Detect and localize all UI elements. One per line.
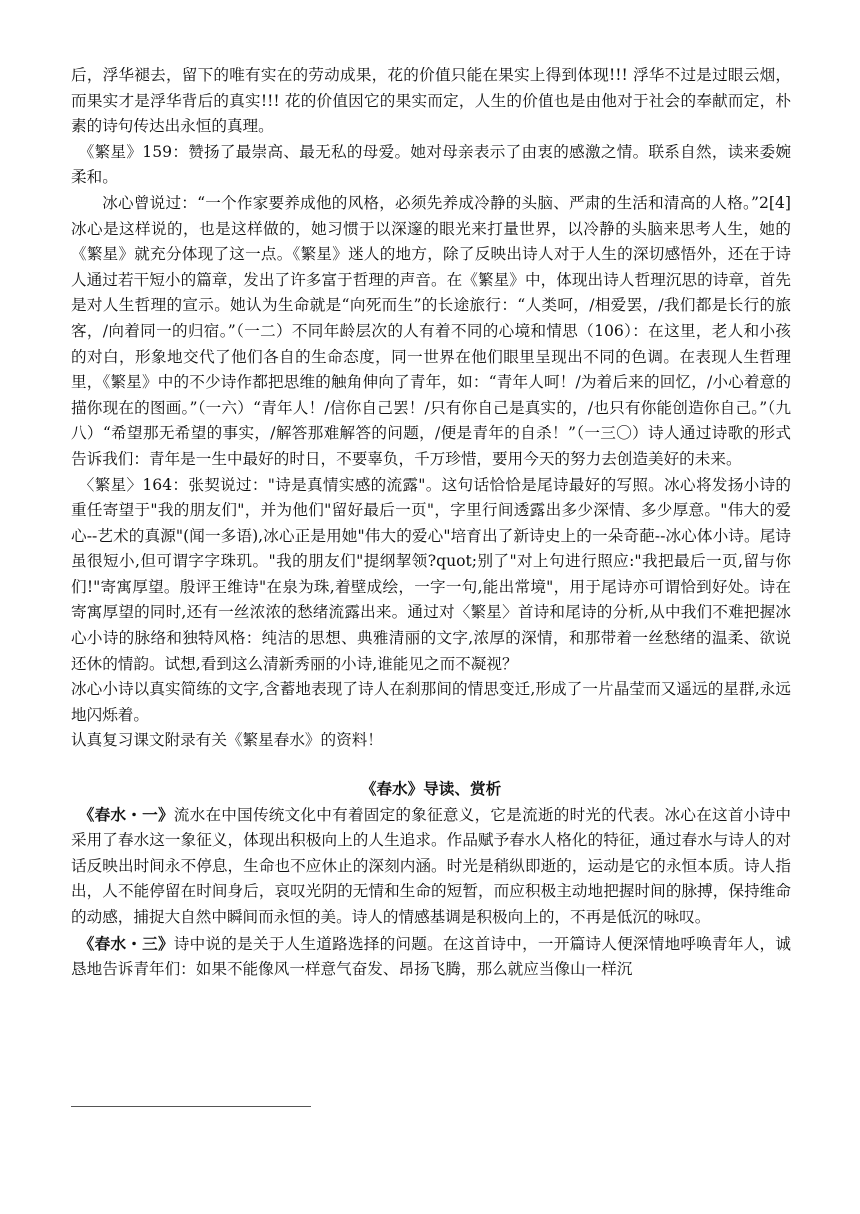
paragraph-fanxing-159: 《繁星》159：赞扬了最崇高、最无私的母爱。她对母亲表示了由衷的感激之情。联系自然，读来委婉柔和。 [71, 142, 791, 187]
paragraph-bingxin-quote: 冰心曾说过：“一个作家要养成他的风格，必须先养成冷静的头脑、严肃的生活和清高的人格。”2[4]冰心是这样说的，也是这样做的，她习惯于以深邃的眼光来打量世界，以冷静的头脑来思考人生，她的《繁星》就充分体现了这一点。《繁星》迷人的地方，除了反映出诗人对于人生的深切感悟外，还在于诗人通过若干短小的篇章，发出了许多富于哲理的声音。在《繁星》中，体现出诗人哲理沉思的诗章，首先是对人生哲理的宣示。她认为生命就是“向死而生”的长途旅行：“人类呵，/相爱罢，/我们都是长行的旅客，/向着同一的归宿。”（一二）不同年龄层次的人有着不同的心境和情思（106）：在这里，老人和小孩的对白，形象地交代了他们各自的生命态度，同一世界在他们眼里呈现出不同的色调。在表现人生哲理里，《繁星》中的不少诗作都把思维的触角伸向了青年，如：“青年人呵！/为着后来的回忆，/小心着意的描你现在的图画。”（一六）“青年人！/信你自己罢！/只有你自己是真实的，/也只有你能创造你自己。”（九八）“希望那无希望的事实，/解答那难解答的问题，/便是青年的自杀！”（一三〇）诗人通过诗歌的形式告诉我们：青年是一生中最好的时日，不要辜负，千万珍惜，要用今天的努力去创造美好的未来。 [71, 193, 791, 468]
item-text: 诗中说的是关于人生道路选择的问题。在这首诗中，一开篇诗人便深情地呼唤青年人，诚恳地告诉青年们：如果不能像风一样意气奋发、昂扬飞腾，那么就应当像山一样沉 [71, 934, 791, 979]
section-heading: 《春水》导读、赏析 [360, 779, 502, 799]
paragraph-chunshui-3 [71, 931, 791, 983]
paragraph-chunshui-1 [71, 802, 791, 931]
item-text: 流水在中国传统文化中有着固定的象征意义，它是流逝的时光的代表。冰心在这首小诗中采用了春水这一象征义，体现出积极向上的人生追求。作品赋予春水人格化的特征，通过春水与诗人的对话反映出时间永不停息，生命也不应休止的深刻内涵。时光是稍纵即逝的，运动是它的永恒本质。诗人指出，人不能停留在时间身后，哀叹光阴的无情和生命的短暂，而应积极主动地把握时间的脉搏，保持维命的动感，捕捉大自然中瞬间而永恒的美。诗人的情感基调是积极向上的，不再是低沉的咏叹。 [71, 805, 791, 926]
footnote-divider [71, 1106, 311, 1107]
document-page [71, 63, 791, 983]
paragraph-summary: 冰心小诗以真实简练的文字,含蓄地表现了诗人在刹那间的情思变迁,形成了一片晶莹而又遥远的星群,永远地闪烁着。 [71, 680, 791, 724]
item-title: 《春水・一》 [78, 804, 174, 824]
paragraph-review-note: 认真复习课文附录有关《繁星春水》的资料！ [71, 731, 383, 750]
paragraph-flower-value: 后，浮华褪去，留下的唯有实在的劳动成果，花的价值只能在果实上得到体现!!! 浮华不过是过眼云烟，而果实才是浮华背后的真实!!! 花的价值因它的果实而定，人生的价值也是由他对于社会的奉献而定，朴素的诗句传达出永恒的真理。 [71, 66, 791, 136]
paragraph-fanxing-164: 〈繁星〉164：张契说过："诗是真情实感的流露"。这句话恰恰是尾诗最好的写照。冰心将发扬小诗的重任寄望于"我的朋友们"，并为他们"留好最后一页"，字里行间透露出多少深情、多少厚意。"伟大的爱心--艺术的真源"(闻一多语),冰心正是用她"伟大的爱心"培育出了新诗史上的一朵奇葩--冰心体小诗。尾诗虽很短小,但可谓字字珠玑。"我的朋友们"提纲挈领?quot;别了"对上句进行照应:"我把最后一页,留与你们!"寄寓厚望。殷评王维诗"在泉为珠,着壁成绘，一字一句,能出常境"，用于尾诗亦可谓恰到好处。诗在寄寓厚望的同时,还有一丝浓浓的愁绪流露出来。通过对〈繁星〉首诗和尾诗的分析,从中我们不难把握冰心小诗的脉络和独特风格：纯洁的思想、典雅清丽的文字,浓厚的深情，和那带着一丝愁绪的温柔、欲说还休的情韵。试想,看到这么清新秀丽的小诗,谁能见之而不凝视？ [71, 475, 791, 673]
item-title: 《春水・三》 [78, 933, 174, 953]
